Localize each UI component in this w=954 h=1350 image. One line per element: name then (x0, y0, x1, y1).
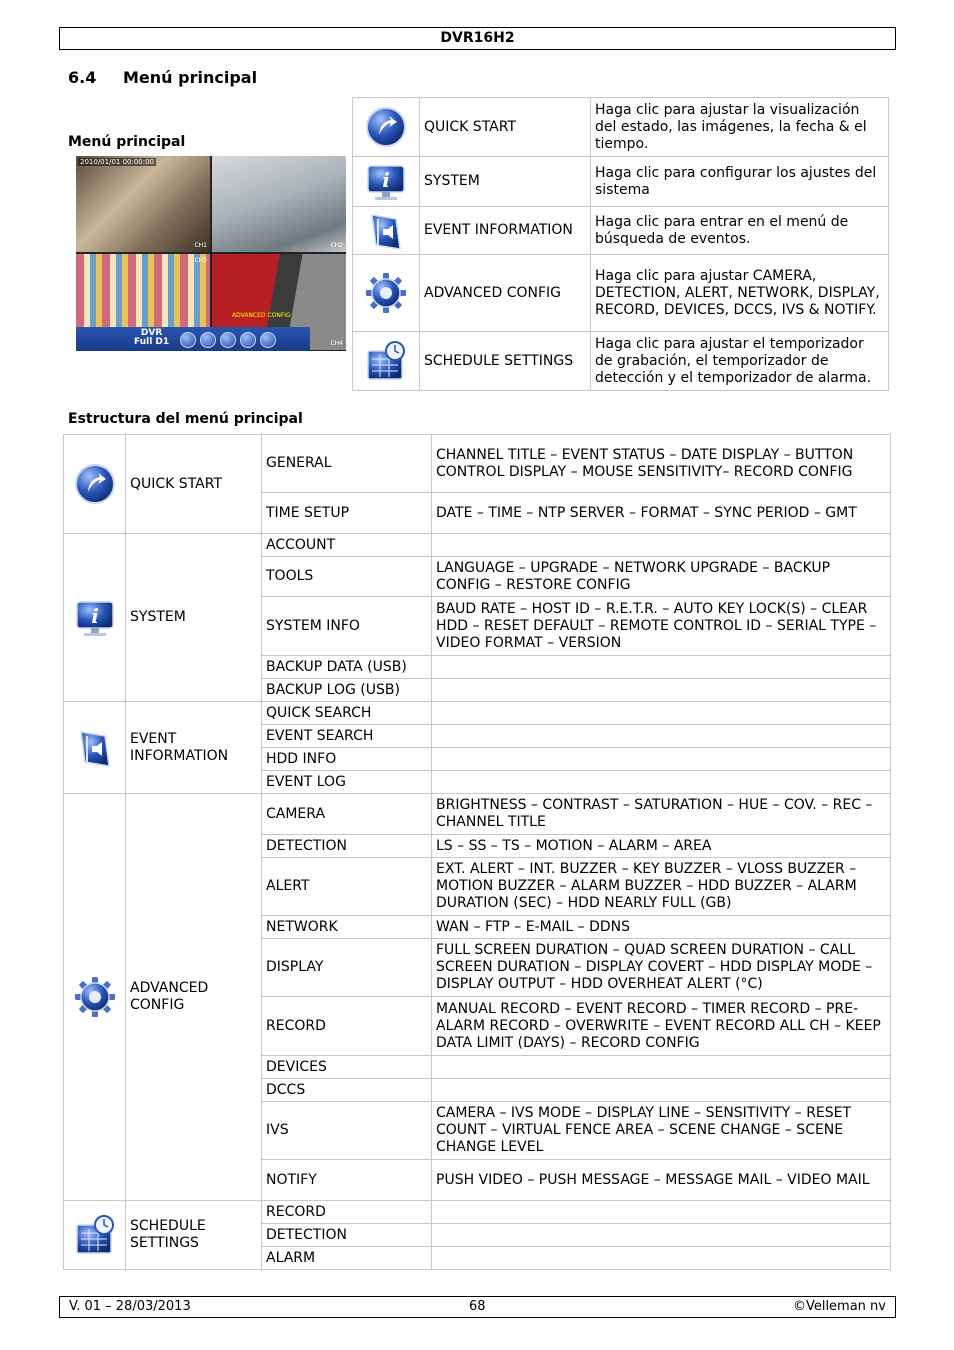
system-icon (73, 596, 117, 640)
section-heading (68, 68, 257, 87)
structure-submenu: TIME SETUP (262, 493, 432, 534)
summary-icon-cell (353, 157, 420, 207)
structure-detail: DATE – TIME – NTP SERVER – FORMAT – SYNC PERIOD – GMT (432, 493, 891, 534)
structure-detail (432, 725, 891, 748)
structure-detail: FULL SCREEN DURATION – QUAD SCREEN DURATION – CALL SCREEN DURATION – DISPLAY COVERT – HDD DISPLAY MODE – DISPLAY OUTPUT – HDD OVERHEAT ALERT (°C) (432, 939, 891, 997)
structure-detail: CAMERA – IVS MODE – DISPLAY LINE – SENSITIVITY – RESET COUNT – VIRTUAL FENCE AREA – SCENE CHANGE – SCENE CHANGE LEVEL (432, 1102, 891, 1160)
summary-table (352, 97, 889, 391)
structure-row (64, 1201, 891, 1224)
screenshot-caption: Menú principal (68, 134, 186, 150)
footer-page-number: 68 (469, 1299, 486, 1314)
structure-detail (432, 1224, 891, 1247)
camera-view-2 (212, 156, 346, 252)
structure-submenu: IVS (262, 1102, 432, 1160)
structure-detail: MANUAL RECORD – EVENT RECORD – TIMER RECORD – PRE-ALARM RECORD – OVERWRITE – EVENT RECORD ALL CH – KEEP DATA LIMIT (DAYS) – RECORD CONFIG (432, 997, 891, 1056)
structure-submenu: DEVICES (262, 1056, 432, 1079)
structure-submenu: GENERAL (262, 435, 432, 493)
structure-detail (432, 534, 891, 557)
structure-submenu: CAMERA (262, 794, 432, 835)
summary-row (353, 98, 889, 157)
footer-copyright: ©Velleman nv (792, 1299, 886, 1314)
schedule-settings-icon (73, 1213, 117, 1257)
svg-text:i: i (90, 603, 99, 628)
structure-menu-name: EVENT INFORMATION (126, 702, 262, 794)
structure-submenu: EVENT LOG (262, 771, 432, 794)
structure-detail (432, 679, 891, 702)
structure-detail (432, 1056, 891, 1079)
summary-row (353, 207, 889, 255)
structure-submenu: ACCOUNT (262, 534, 432, 557)
section-number: 6.4 (68, 68, 97, 87)
system-icon (364, 160, 408, 204)
structure-icon-cell (64, 435, 126, 534)
system-icon[interactable] (200, 332, 216, 348)
structure-detail: PUSH VIDEO – PUSH MESSAGE – MESSAGE MAIL – VIDEO MAIL (432, 1160, 891, 1201)
structure-detail: WAN – FTP – E-MAIL – DDNS (432, 916, 891, 939)
structure-submenu: EVENT SEARCH (262, 725, 432, 748)
summary-menu-name: QUICK START (420, 98, 591, 157)
structure-menu-name: ADVANCED CONFIG (126, 794, 262, 1201)
summary-description: Haga clic para ajustar la visualización del estado, las imágenes, la fecha & el tiempo. (591, 98, 889, 157)
cam-label: CH1 (194, 242, 207, 249)
summary-description: Haga clic para configurar los ajustes del sistema (591, 157, 889, 207)
structure-title: Estructura del menú principal (68, 411, 303, 427)
summary-menu-name: SCHEDULE SETTINGS (420, 332, 591, 391)
summary-icon-cell (353, 332, 420, 391)
schedule-settings-icon[interactable] (260, 332, 276, 348)
quick-start-icon (364, 105, 408, 149)
section-title: Menú principal (123, 68, 258, 87)
structure-submenu: BACKUP LOG (USB) (262, 679, 432, 702)
structure-detail (432, 1079, 891, 1102)
structure-detail (432, 656, 891, 679)
resolution-text: Full D1 (134, 337, 170, 347)
summary-description: Haga clic para ajustar CAMERA, DETECTION, ALERT, NETWORK, DISPLAY, RECORD, DEVICES, DCCS, IVS & NOTIFY. (591, 255, 889, 332)
svg-text:i: i (382, 167, 390, 192)
event-information-icon (364, 209, 408, 253)
event-information-icon (73, 726, 117, 770)
structure-submenu: DISPLAY (262, 939, 432, 997)
advanced-config-icon (364, 271, 408, 315)
time-tag: 2010/01/01 00:00:00 (80, 158, 155, 166)
event-information-icon[interactable] (220, 332, 236, 348)
summary-row (353, 157, 889, 207)
page-header: DVR16H2 (59, 27, 896, 50)
structure-submenu: DETECTION (262, 1224, 432, 1247)
summary-icon-cell (353, 207, 420, 255)
structure-detail (432, 748, 891, 771)
dvr-main-menu-screenshot (76, 156, 346, 351)
structure-icon-cell (64, 794, 126, 1201)
summary-description: Haga clic para ajustar el temporizador de grabación, el temporizador de detección y el temporizador de alarma. (591, 332, 889, 391)
structure-submenu: SYSTEM INFO (262, 597, 432, 656)
structure-detail (432, 1247, 891, 1270)
structure-detail: CHANNEL TITLE – EVENT STATUS – DATE DISPLAY – BUTTON CONTROL DISPLAY – MOUSE SENSITIVITY– RECORD CONFIG (432, 435, 891, 493)
summary-description: Haga clic para entrar en el menú de búsqueda de eventos. (591, 207, 889, 255)
structure-submenu: ALERT (262, 858, 432, 916)
structure-row (64, 702, 891, 725)
summary-row (353, 255, 889, 332)
dvr-logo-text: DVR (140, 328, 163, 338)
structure-submenu: TOOLS (262, 557, 432, 597)
summary-menu-name: ADVANCED CONFIG (420, 255, 591, 332)
quick-start-icon[interactable] (180, 332, 196, 348)
structure-detail: EXT. ALERT – INT. BUZZER – KEY BUZZER – VLOSS BUZZER – MOTION BUZZER – ALARM BUZZER – HDD BUZZER – ALARM DURATION (SEC) – HDD NEARLY FULL (GB) (432, 858, 891, 916)
structure-detail (432, 1201, 891, 1224)
camera-view-1 (76, 156, 210, 252)
structure-detail: LS – SS – TS – MOTION – ALARM – AREA (432, 835, 891, 858)
structure-row (64, 534, 891, 557)
structure-detail (432, 702, 891, 725)
structure-detail: BAUD RATE – HOST ID – R.E.T.R. – AUTO KEY LOCK(S) – CLEAR HDD – RESET DEFAULT – REMOTE CONTROL ID – SERIAL TYPE – VIDEO FORMAT – VERSION (432, 597, 891, 656)
advanced-config-icon (73, 975, 117, 1019)
advanced-config-label: ADVANCED CONFIG (232, 312, 291, 319)
summary-menu-name: SYSTEM (420, 157, 591, 207)
summary-icon-cell (353, 255, 420, 332)
cam-label: CH4 (330, 340, 343, 347)
dvr-logo (134, 329, 169, 347)
structure-submenu: ALARM (262, 1247, 432, 1270)
structure-submenu: BACKUP DATA (USB) (262, 656, 432, 679)
summary-row (353, 332, 889, 391)
footer-version: V. 01 – 28/03/2013 (69, 1299, 191, 1314)
structure-submenu: HDD INFO (262, 748, 432, 771)
cam-label: CH2 (330, 242, 343, 249)
cam-label: CH3 (194, 257, 207, 264)
structure-detail: LANGUAGE – UPGRADE – NETWORK UPGRADE – BACKUP CONFIG – RESTORE CONFIG (432, 557, 891, 597)
summary-icon-cell (353, 98, 420, 157)
structure-submenu: DETECTION (262, 835, 432, 858)
structure-menu-name: SCHEDULE SETTINGS (126, 1201, 262, 1270)
structure-menu-name: SYSTEM (126, 534, 262, 702)
structure-menu-name: QUICK START (126, 435, 262, 534)
structure-table (63, 434, 891, 1270)
structure-submenu: RECORD (262, 997, 432, 1056)
structure-icon-cell (64, 1201, 126, 1270)
summary-menu-name: EVENT INFORMATION (420, 207, 591, 255)
structure-submenu: NETWORK (262, 916, 432, 939)
structure-icon-cell (64, 702, 126, 794)
structure-detail (432, 771, 891, 794)
quick-start-icon (73, 462, 117, 506)
structure-submenu: DCCS (262, 1079, 432, 1102)
structure-submenu: QUICK SEARCH (262, 702, 432, 725)
structure-icon-cell (64, 534, 126, 702)
structure-row (64, 435, 891, 493)
structure-submenu: NOTIFY (262, 1160, 432, 1201)
page-footer (59, 1296, 896, 1318)
schedule-settings-icon (364, 339, 408, 383)
structure-submenu: RECORD (262, 1201, 432, 1224)
structure-row (64, 794, 891, 835)
structure-detail: BRIGHTNESS – CONTRAST – SATURATION – HUE – COV. – REC – CHANNEL TITLE (432, 794, 891, 835)
advanced-config-icon[interactable] (240, 332, 256, 348)
